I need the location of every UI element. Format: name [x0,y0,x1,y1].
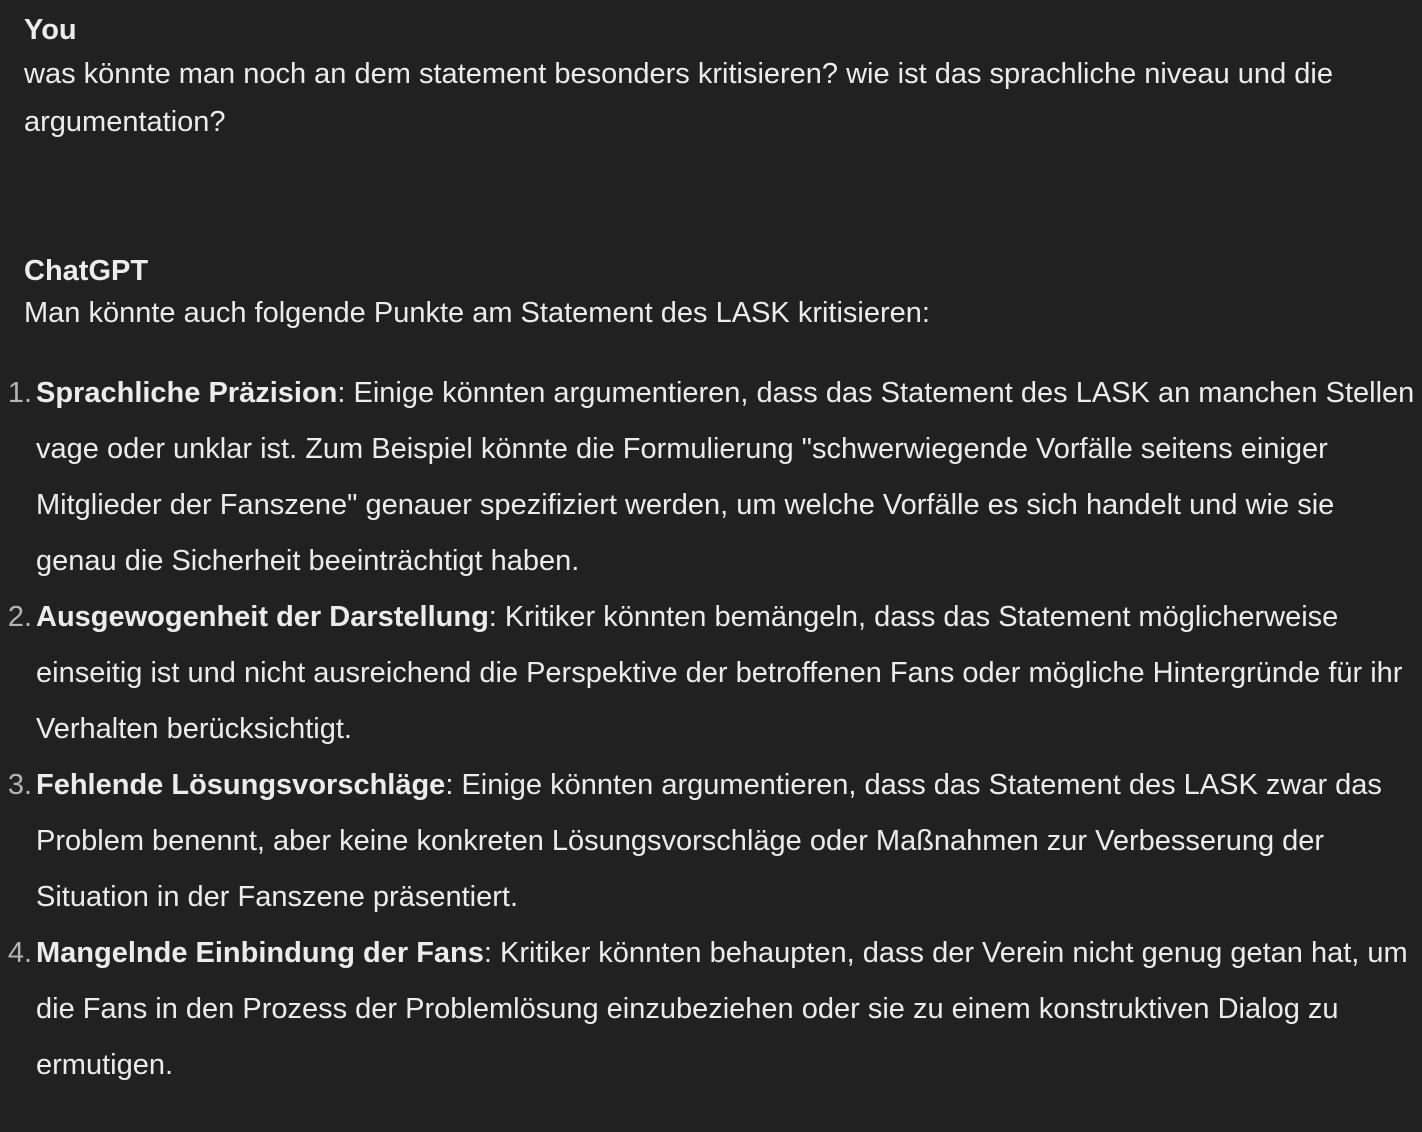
list-item-number: 1. [7,377,32,409]
list-item [7,925,1416,1093]
assistant-author-label: ChatGPT [24,255,149,287]
list-item-text: : Kritiker könnten behaupten, dass der Verein nicht genug getan hat, um die Fans in den Prozess der Problemlösung einzubeziehen oder sie zu einem konstruktiven Dialog zu ermutigen. [36,937,1408,1081]
user-message-text: was könnte man noch an dem statement besonders kritisieren? wie ist das sprachliche niveau und die argumentation? [24,58,1333,138]
list-item-title: Mangelnde Einbindung der Fans [36,937,484,969]
list-item [7,589,1416,757]
list-item-title: Ausgewogenheit der Darstellung [36,601,489,633]
list-item-number: 4. [7,937,32,969]
list-item-number: 2. [7,601,32,633]
list-item-title: Sprachliche Präzision [36,377,338,409]
list-item-number: 3. [7,769,32,801]
list-item-title: Fehlende Lösungsvorschläge [36,769,446,801]
critique-point-list [7,365,1416,1093]
user-message [24,12,1416,146]
list-item [7,365,1416,589]
list-item-text: : Kritiker könnten bemängeln, dass das Statement möglicherweise einseitig ist und nicht ausreichend die Perspektive der betroffenen Fans oder mögliche Hintergründe für ihr Verhalten berücksichtigt. [36,601,1403,745]
user-author-label: You [24,14,77,46]
list-item-text: : Einige könnten argumentieren, dass das Statement des LASK zwar das Problem benennt, aber keine konkreten Lösungsvorschläge oder Maßnahmen zur Verbesserung der Situation in der Fanszene präsentiert. [36,769,1382,913]
list-item-text: : Einige könnten argumentieren, dass das Statement des LASK an manchen Stellen vage oder unklar ist. Zum Beispiel könnte die Formulierung "schwerwiegende Vorfälle seitens einiger Mitglieder der Fanszene" genauer spezifiziert werden, um welche Vorfälle es sich handelt und wie sie genau die Sicherheit beeinträchtigt haben. [36,377,1415,577]
list-item [7,757,1416,925]
assistant-message [7,253,1416,1093]
assistant-intro-text: Man könnte auch folgende Punkte am Statement des LASK kritisieren: [24,297,930,329]
